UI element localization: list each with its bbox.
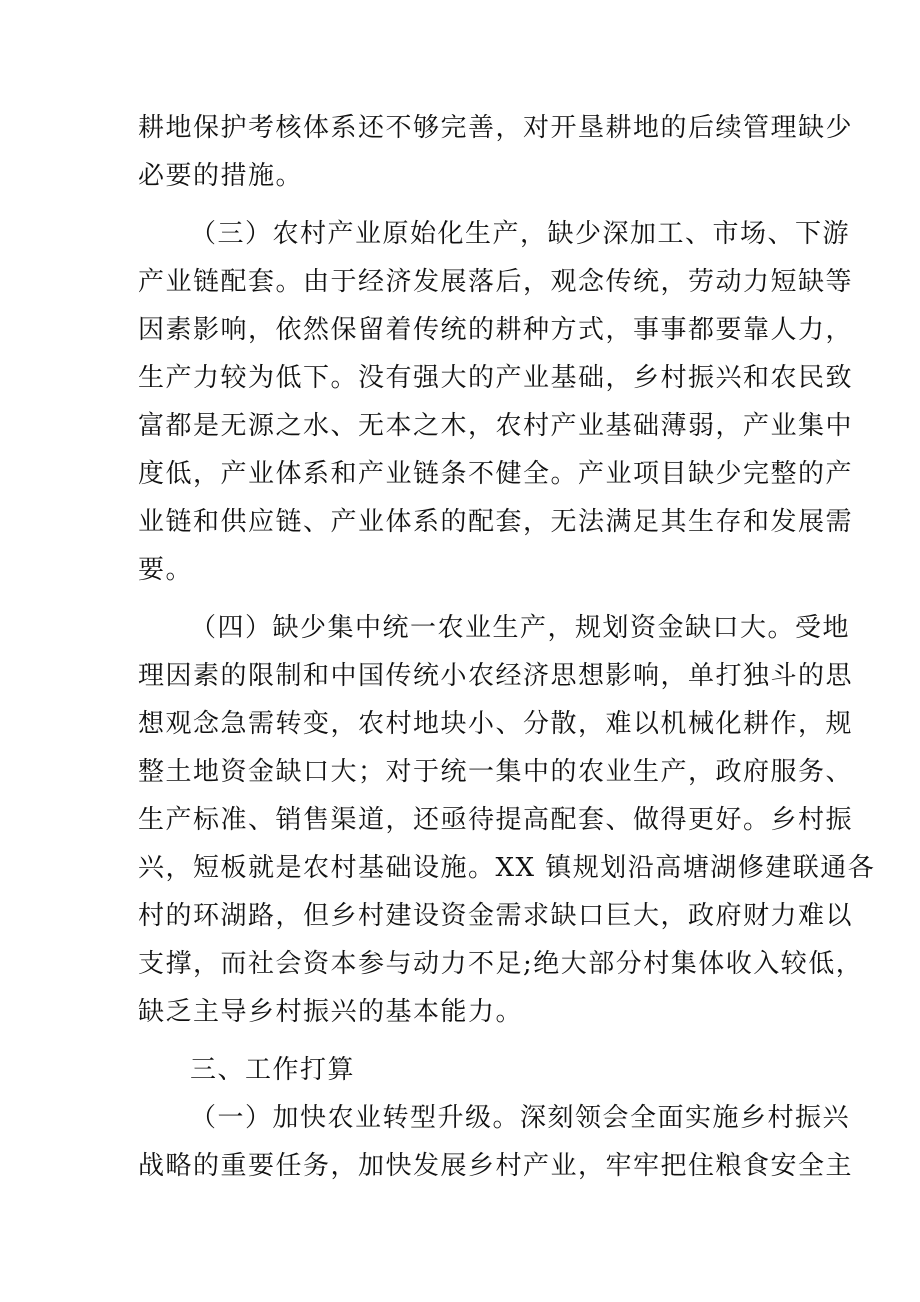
paragraph-heading-line: （三）农村产业原始化生产，缺少深加工、市场、下游 bbox=[190, 219, 851, 249]
text-line: 必要的措施。 bbox=[138, 161, 304, 191]
text-line: 生产力较为低下。没有强大的产业基础，乡村振兴和农民致 bbox=[138, 363, 854, 393]
text-line: 理因素的限制和中国传统小农经济思想影响，单打独斗的思 bbox=[138, 661, 854, 691]
text-line: 生产标准、销售渠道，还亟待提高配套、做得更好。乡村振 bbox=[138, 805, 854, 835]
text-line: 产业链配套。由于经济发展落后，观念传统，劳动力短缺等 bbox=[138, 267, 854, 297]
text-line: 想观念急需转变，农村地块小、分散，难以机械化耕作，规 bbox=[138, 709, 854, 739]
text-line: 战略的重要任务，加快发展乡村产业，牢牢把住粮食安全主 bbox=[138, 1151, 854, 1181]
text-line: 富都是无源之水、无本之木，农村产业基础薄弱，产业集中 bbox=[138, 411, 854, 441]
paragraph-heading-line: （四）缺少集中统一农业生产，规划资金缺口大。受地 bbox=[190, 613, 851, 643]
text-line: 兴，短板就是农村基础设施。XX 镇规划沿高塘湖修建联通各 bbox=[138, 853, 876, 883]
text-line: 村的环湖路，但乡村建设资金需求缺口巨大，政府财力难以 bbox=[138, 901, 854, 931]
text-line: 整土地资金缺口大；对于统一集中的农业生产，政府服务、 bbox=[138, 757, 854, 787]
text-line: 要。 bbox=[138, 555, 194, 585]
section-heading: 三、工作打算 bbox=[190, 1055, 356, 1085]
text-line: 缺乏主导乡村振兴的基本能力。 bbox=[138, 997, 524, 1027]
text-line: 因素影响，依然保留着传统的耕种方式，事事都要靠人力， bbox=[138, 315, 854, 345]
text-line: 业链和供应链、产业体系的配套，无法满足其生存和发展需 bbox=[138, 507, 854, 537]
document-body bbox=[138, 104, 876, 1190]
text-line: 支撑，而社会资本参与动力不足;绝大部分村集体收入较低， bbox=[138, 949, 864, 979]
text-line: 耕地保护考核体系还不够完善，对开垦耕地的后续管理缺少 bbox=[138, 113, 854, 143]
paragraph-heading-line: （一）加快农业转型升级。深刻领会全面实施乡村振兴 bbox=[190, 1103, 851, 1133]
text-line: 度低，产业体系和产业链条不健全。产业项目缺少完整的产 bbox=[138, 459, 854, 489]
